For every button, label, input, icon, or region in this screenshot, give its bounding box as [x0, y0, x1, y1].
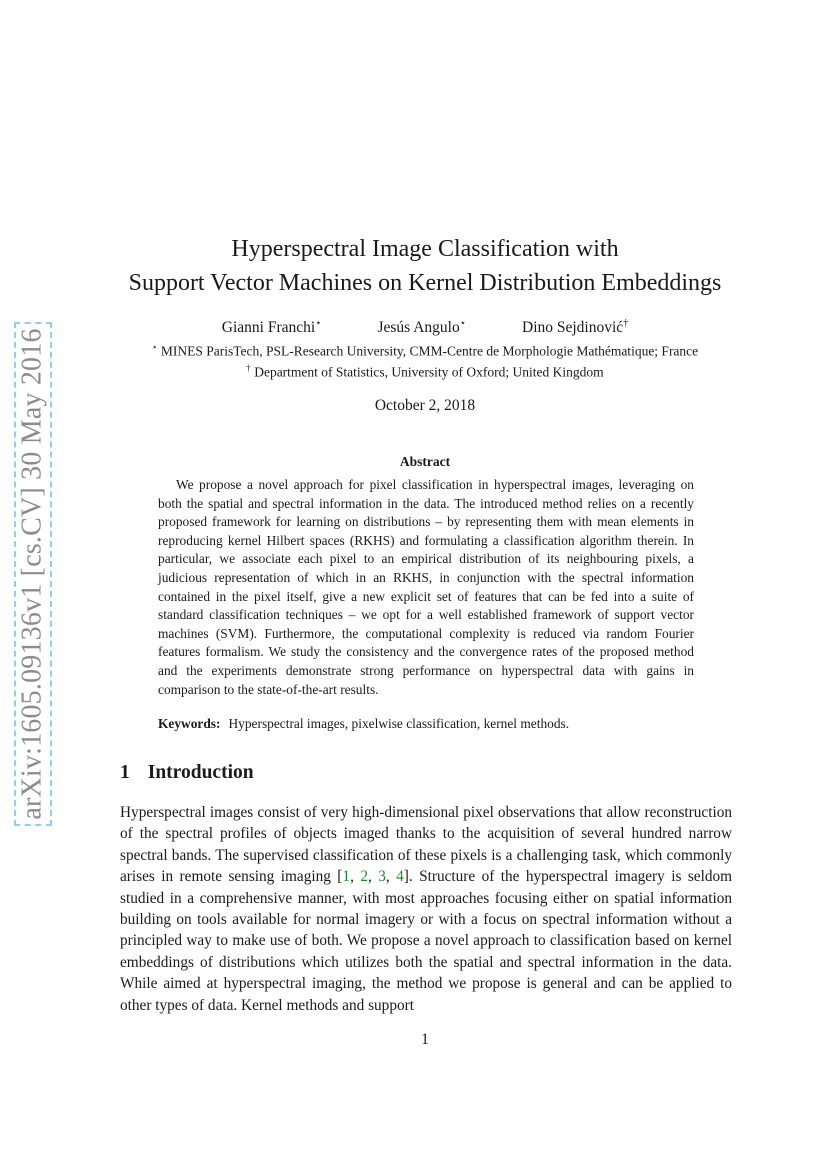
title-line-2: Support Vector Machines on Kernel Distribution Embeddings — [128, 270, 722, 296]
citation-link[interactable]: 2 — [360, 868, 368, 886]
arxiv-stamp — [14, 322, 52, 826]
author-list — [90, 318, 760, 337]
keywords-text: Hyperspectral images, pixelwise classification, kernel methods. — [228, 716, 570, 731]
affiliation: ⋆ MINES ParisTech, PSL-Research University, CMM-Centre de Morphologie Mathématique; France — [151, 342, 699, 359]
paper-title — [90, 232, 760, 300]
abstract-heading: Abstract — [399, 454, 451, 469]
citation-link[interactable]: 3 — [378, 868, 386, 886]
arxiv-id: arXiv:1605.09136v1 [cs.CV] 30 May 2016 — [17, 328, 49, 820]
section-title: Introduction — [147, 762, 254, 783]
author: Dino Sejdinović† — [522, 318, 629, 337]
author: Gianni Franchi⋆ — [221, 318, 322, 337]
abstract-text: We propose a novel approach for pixel classification in hyperspectral images, leveraging on both the spatial and spectral information in the data. The introduced method relies on a recently proposed framework for learning on distributions – by representing them with mean elements in reproducing kernel Hilbert spaces (RKHS) and formulating a classification algorithm therein. In particular, we associate each pixel to an empirical distribution of its neighbouring pixels, a judicious representation of which in an RKHS, in conjunction with the spectral information contained in the pixel itself, give a new explicit set of features that can be fed into a suite of standard classification techniques – we opt for a well established framework of support vector machines (SVM). Furthermore, the computational complexity is reduced via random Fourier features formalism. We study the consistency and the convergence rates of the proposed method and the experiments demonstrate strong performance on hyperspectral data with gains in comparison to the state-of-the-art results. — [158, 477, 694, 697]
keywords — [158, 716, 694, 732]
citation-link[interactable]: 4 — [396, 868, 404, 886]
author: Jesús Angulo⋆ — [377, 318, 466, 337]
page-number: 1 — [421, 1031, 429, 1048]
citation-link[interactable]: 1 — [342, 868, 351, 886]
title-line-1: Hyperspectral Image Classification with — [231, 236, 619, 262]
paper-date: October 2, 2018 — [374, 397, 476, 414]
keywords-label: Keywords: — [158, 716, 221, 731]
intro-paragraph: Hyperspectral images consist of very high-dimensional pixel observations that allow reconstruction of the spectral profiles of objects imaged thanks to the acquisition of several hundred narrow spectral bands. The supervised classification of these pixels is a challenging task, which commonly arises in remote sensing imaging [1, 2, 3, 4]. Structure of the hyperspectral imagery is seldom studied in a comprehensive manner, with most approaches focusing either on spatial information building on tools available for normal imagery or with a focus on spectral information without a principled way to make use of both. We propose a novel approach to classification based on kernel embeddings of distributions which utilizes both the spatial and spectral information in the data. While aimed at hyperspectral imaging, the method we propose is general and can be applied to other types of data. Kernel methods and support — [120, 804, 733, 1014]
affiliation: † Department of Statistics, University of Oxford; United Kingdom — [246, 363, 604, 380]
section-number: 1 — [120, 762, 130, 783]
section-heading — [120, 762, 254, 784]
